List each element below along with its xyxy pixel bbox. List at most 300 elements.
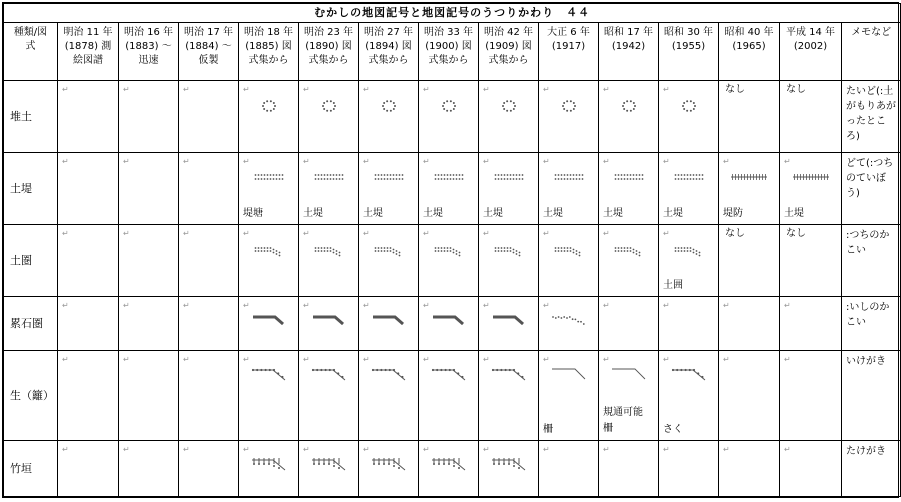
header-cell	[599, 23, 659, 81]
paragraph-mark: ↵	[663, 301, 670, 310]
paragraph-mark: ↵	[543, 355, 550, 364]
symbol-wrap	[419, 351, 478, 440]
memo-text: :いしのかこい	[846, 302, 890, 328]
header-text: 昭和 30 年	[663, 27, 714, 38]
symbol-cell	[539, 351, 599, 441]
paragraph-mark: ↵	[363, 355, 370, 364]
paragraph-mark: ↵	[183, 355, 190, 364]
symbol-cell	[299, 153, 359, 225]
symbol-cell	[659, 297, 719, 351]
symbol-cell	[539, 297, 599, 351]
map-symbol	[251, 367, 287, 383]
paragraph-mark: ↵	[483, 355, 490, 364]
symbol-wrap	[239, 81, 298, 152]
symbol-cell	[299, 351, 359, 441]
map-symbol	[314, 245, 344, 257]
paragraph-mark: ↵	[183, 85, 190, 94]
symbol-cell	[419, 225, 479, 297]
paragraph-mark: ↵	[483, 85, 490, 94]
symbol-caption: 堤塘	[243, 208, 263, 219]
map-symbol	[731, 173, 767, 181]
symbol-cell	[780, 153, 842, 225]
document-page	[2, 2, 899, 498]
paragraph-mark: ↵	[483, 301, 490, 310]
symbol-wrap	[299, 441, 358, 496]
map-symbol	[674, 173, 704, 181]
paragraph-mark: ↵	[603, 157, 610, 166]
paragraph-mark: ↵	[663, 445, 670, 454]
symbol-cell	[599, 441, 659, 497]
symbol-cell	[299, 297, 359, 351]
symbol-wrap	[359, 297, 418, 350]
paragraph-mark: ↵	[303, 355, 310, 364]
row-label: 堆土	[4, 81, 58, 153]
header-text: 昭和 17 年	[603, 27, 654, 38]
header-text: 式集から	[428, 55, 469, 66]
paragraph-mark: ↵	[183, 229, 190, 238]
paragraph-mark: ↵	[723, 301, 730, 310]
paragraph-mark: ↵	[423, 301, 430, 310]
paragraph-mark: ↵	[123, 355, 130, 364]
paragraph-mark: ↵	[62, 355, 69, 364]
paragraph-mark: ↵	[663, 355, 670, 364]
symbol-caption: 土堤	[483, 208, 503, 219]
symbol-cell	[119, 225, 179, 297]
map-symbol	[374, 173, 404, 181]
paragraph-mark: ↵	[123, 157, 130, 166]
paragraph-mark: ↵	[183, 301, 190, 310]
paragraph-mark: ↵	[723, 445, 730, 454]
paragraph-mark: ↵	[784, 355, 791, 364]
header-cell	[479, 23, 539, 81]
symbol-cell	[780, 81, 842, 153]
row-label: 生（籬）	[4, 351, 58, 441]
memo-text: いけがき	[846, 356, 886, 367]
symbol-cell	[239, 81, 299, 153]
symbol-cell	[419, 351, 479, 441]
table-row	[4, 441, 901, 497]
header-text: (1900) 図	[425, 41, 472, 52]
symbol-cell	[299, 81, 359, 153]
paragraph-mark: ↵	[483, 229, 490, 238]
map-symbol	[491, 367, 527, 383]
map-symbol	[261, 99, 277, 113]
symbol-wrap	[359, 351, 418, 440]
header-text: 式集から	[248, 55, 289, 66]
symbol-wrap	[239, 225, 298, 296]
symbol-cell	[659, 153, 719, 225]
paragraph-mark: ↵	[243, 85, 250, 94]
symbol-cell	[479, 153, 539, 225]
symbol-cell	[58, 225, 119, 297]
header-row	[4, 23, 901, 81]
map-symbol	[441, 99, 457, 113]
symbol-cell	[719, 81, 780, 153]
symbol-cell	[239, 225, 299, 297]
map-symbol	[434, 173, 464, 181]
paragraph-mark: ↵	[483, 157, 490, 166]
symbol-cell	[58, 297, 119, 351]
symbol-cell	[359, 81, 419, 153]
map-symbol	[621, 99, 637, 113]
header-text: 明治 16 年	[123, 27, 174, 38]
header-cell	[842, 23, 901, 81]
symbol-cell	[599, 351, 659, 441]
map-symbol	[551, 367, 587, 381]
header-cell	[299, 23, 359, 81]
symbol-cell	[359, 441, 419, 497]
symbol-wrap	[599, 225, 658, 296]
symbol-cell	[119, 441, 179, 497]
map-symbol	[251, 315, 287, 327]
symbol-caption: 土堤	[603, 208, 623, 219]
paragraph-mark: ↵	[62, 157, 69, 166]
symbol-cell	[539, 153, 599, 225]
header-cell	[659, 23, 719, 81]
paragraph-mark: ↵	[784, 445, 791, 454]
symbol-cell	[479, 351, 539, 441]
symbol-cell	[58, 153, 119, 225]
header-text: 明治 23 年	[303, 27, 354, 38]
symbol-cell	[239, 153, 299, 225]
none-label: なし	[786, 84, 806, 95]
symbol-wrap	[599, 81, 658, 152]
paragraph-mark: ↵	[183, 157, 190, 166]
symbol-cell	[539, 225, 599, 297]
header-text: 式集から	[488, 55, 529, 66]
paragraph-mark: ↵	[363, 301, 370, 310]
map-symbol	[431, 315, 467, 327]
row-label: 土圏	[4, 225, 58, 297]
symbol-cell	[659, 441, 719, 497]
symbol-caption: 土堤	[543, 208, 563, 219]
header-text: 式	[25, 41, 36, 52]
symbol-cell	[780, 351, 842, 441]
symbol-cell	[719, 225, 780, 297]
symbol-cell	[359, 297, 419, 351]
paragraph-mark: ↵	[543, 445, 550, 454]
memo-cell	[842, 225, 901, 297]
map-symbol	[431, 367, 467, 383]
symbol-cell	[599, 225, 659, 297]
paragraph-mark: ↵	[243, 445, 250, 454]
header-text: (1965)	[732, 41, 766, 52]
header-text: (1894) 図	[365, 41, 412, 52]
map-symbol	[311, 315, 347, 327]
header-text: 明治 27 年	[363, 27, 414, 38]
symbol-cell	[299, 441, 359, 497]
paragraph-mark: ↵	[183, 445, 190, 454]
symbol-caption: 土堤	[363, 208, 383, 219]
symbol-wrap	[299, 81, 358, 152]
table-title: むかしの地図記号と地図記号のうつりかわり ４４	[4, 4, 901, 23]
symbol-caption: 柵	[543, 424, 553, 435]
header-text: (1909) 図	[485, 41, 532, 52]
symbol-cell	[780, 441, 842, 497]
map-symbol	[611, 367, 647, 381]
paragraph-mark: ↵	[543, 301, 550, 310]
symbol-cell	[419, 153, 479, 225]
symbol-wrap	[419, 81, 478, 152]
symbol-cell	[119, 297, 179, 351]
map-symbol	[374, 245, 404, 257]
map-symbol	[674, 245, 704, 257]
symbol-caption: 土堤	[784, 208, 804, 219]
symbol-cell	[539, 441, 599, 497]
symbol-cell	[359, 225, 419, 297]
memo-cell	[842, 81, 901, 153]
symbol-cell	[359, 351, 419, 441]
symbol-cell	[119, 351, 179, 441]
symbol-cell	[58, 441, 119, 497]
header-cell	[58, 23, 119, 81]
map-symbol	[554, 245, 584, 257]
header-text: 明治 33 年	[423, 27, 474, 38]
symbol-cell	[119, 153, 179, 225]
header-text: 絵図譜	[73, 55, 103, 66]
symbol-cell	[239, 351, 299, 441]
symbol-cell	[599, 81, 659, 153]
map-symbol	[321, 99, 337, 113]
memo-cell	[842, 441, 901, 497]
symbol-caption: 土堤	[423, 208, 443, 219]
symbol-wrap	[479, 441, 538, 496]
paragraph-mark: ↵	[303, 229, 310, 238]
header-cell	[780, 23, 842, 81]
map-symbol	[561, 99, 577, 113]
symbol-wrap	[239, 297, 298, 350]
map-symbol	[551, 315, 587, 327]
table-row	[4, 297, 901, 351]
symbol-cell	[179, 441, 239, 497]
paragraph-mark: ↵	[363, 229, 370, 238]
symbol-cell	[780, 225, 842, 297]
symbol-wrap	[479, 81, 538, 152]
paragraph-mark: ↵	[663, 85, 670, 94]
memo-text: :つちのかこい	[846, 230, 890, 256]
map-symbol	[671, 367, 707, 383]
row-label: 累石圏	[4, 297, 58, 351]
paragraph-mark: ↵	[483, 445, 490, 454]
symbol-cell	[599, 153, 659, 225]
map-symbol	[371, 315, 407, 327]
symbol-cell	[479, 297, 539, 351]
header-text: (1890) 図	[305, 41, 352, 52]
header-text: 明治 42 年	[483, 27, 534, 38]
header-text: (2002)	[793, 41, 828, 52]
memo-cell	[842, 153, 901, 225]
symbol-cell	[179, 351, 239, 441]
paragraph-mark: ↵	[723, 355, 730, 364]
map-symbol	[494, 245, 524, 257]
symbol-caption: さく	[663, 424, 683, 435]
paragraph-mark: ↵	[62, 301, 69, 310]
symbol-cell	[719, 297, 780, 351]
symbol-cell	[419, 441, 479, 497]
symbol-caption: 土堤	[303, 208, 323, 219]
row-label: 土堤	[4, 153, 58, 225]
symbol-cell	[419, 297, 479, 351]
header-text: 平成 14 年	[785, 27, 836, 38]
paragraph-mark: ↵	[723, 157, 730, 166]
header-text: 昭和 40 年	[724, 27, 774, 38]
symbol-cell	[119, 81, 179, 153]
symbol-cell	[239, 297, 299, 351]
paragraph-mark: ↵	[123, 229, 130, 238]
map-symbol	[501, 99, 517, 113]
header-cell	[719, 23, 780, 81]
map-symbol	[681, 99, 697, 113]
header-text: 明治 17 年	[183, 27, 234, 38]
paragraph-mark: ↵	[62, 445, 69, 454]
symbol-cell	[659, 351, 719, 441]
paragraph-mark: ↵	[243, 157, 250, 166]
table-row	[4, 81, 901, 153]
table-row	[4, 225, 901, 297]
map-symbol	[434, 245, 464, 257]
symbol-cell	[359, 153, 419, 225]
symbol-cell	[299, 225, 359, 297]
header-text: 大正 6 年	[547, 27, 590, 38]
symbol-wrap	[299, 225, 358, 296]
header-cell	[539, 23, 599, 81]
symbol-wrap	[659, 81, 718, 152]
header-text: (1878) 測	[64, 41, 112, 52]
symbol-wrap	[419, 297, 478, 350]
header-cell	[179, 23, 239, 81]
paragraph-mark: ↵	[543, 229, 550, 238]
symbol-table	[3, 3, 901, 497]
paragraph-mark: ↵	[363, 157, 370, 166]
paragraph-mark: ↵	[603, 301, 610, 310]
symbol-caption: 規通可能柵	[603, 407, 643, 434]
none-label: なし	[786, 228, 806, 239]
paragraph-mark: ↵	[62, 85, 69, 94]
header-text: (1883) ～	[125, 41, 172, 52]
header-text: (1955)	[671, 41, 706, 52]
map-symbol	[793, 173, 829, 181]
memo-cell	[842, 297, 901, 351]
symbol-caption: 堤防	[723, 208, 743, 219]
symbol-wrap	[419, 441, 478, 496]
symbol-cell	[179, 225, 239, 297]
symbol-cell	[179, 153, 239, 225]
symbol-cell	[659, 81, 719, 153]
map-symbol	[371, 457, 407, 473]
paragraph-mark: ↵	[123, 445, 130, 454]
paragraph-mark: ↵	[603, 355, 610, 364]
header-text: 式集から	[368, 55, 409, 66]
map-symbol	[614, 245, 644, 257]
header-text: 式集から	[308, 55, 349, 66]
symbol-cell	[479, 441, 539, 497]
header-cell	[119, 23, 179, 81]
paragraph-mark: ↵	[423, 445, 430, 454]
symbol-cell	[659, 225, 719, 297]
symbol-cell	[539, 81, 599, 153]
header-cell	[359, 23, 419, 81]
memo-text: どて(:つちのていぼう)	[846, 158, 894, 199]
symbol-caption: 土堤	[663, 208, 683, 219]
table-row	[4, 351, 901, 441]
map-symbol	[311, 457, 347, 473]
header-text: (1942)	[611, 41, 646, 52]
symbol-cell	[58, 81, 119, 153]
paragraph-mark: ↵	[303, 157, 310, 166]
paragraph-mark: ↵	[543, 157, 550, 166]
header-text: (1917)	[551, 41, 586, 52]
header-text: (1884) ～	[185, 41, 232, 52]
map-symbol	[554, 173, 584, 181]
header-text: 明治 11 年	[63, 27, 113, 38]
symbol-cell	[419, 81, 479, 153]
symbol-wrap	[479, 225, 538, 296]
symbol-cell	[479, 225, 539, 297]
paragraph-mark: ↵	[423, 157, 430, 166]
symbol-wrap	[299, 351, 358, 440]
none-label: なし	[725, 228, 745, 239]
map-symbol	[254, 173, 284, 181]
header-text: 明治 18 年	[243, 27, 294, 38]
header-text: 仮製	[198, 55, 219, 66]
paragraph-mark: ↵	[123, 85, 130, 94]
symbol-cell	[599, 297, 659, 351]
symbol-cell	[239, 441, 299, 497]
symbol-wrap	[239, 351, 298, 440]
paragraph-mark: ↵	[543, 85, 550, 94]
paragraph-mark: ↵	[123, 301, 130, 310]
map-symbol	[311, 367, 347, 383]
paragraph-mark: ↵	[303, 85, 310, 94]
memo-text: たけがき	[846, 446, 886, 457]
map-symbol	[381, 99, 397, 113]
paragraph-mark: ↵	[62, 229, 69, 238]
paragraph-mark: ↵	[784, 157, 791, 166]
header-cell	[239, 23, 299, 81]
header-text: 迅速	[138, 55, 159, 66]
memo-cell	[842, 351, 901, 441]
symbol-wrap	[359, 225, 418, 296]
paragraph-mark: ↵	[363, 85, 370, 94]
symbol-cell	[719, 153, 780, 225]
paragraph-mark: ↵	[363, 445, 370, 454]
symbol-wrap	[419, 225, 478, 296]
symbol-cell	[58, 351, 119, 441]
memo-text: たいど(:土がもりあがったところ)	[846, 86, 896, 142]
paragraph-mark: ↵	[663, 157, 670, 166]
paragraph-mark: ↵	[303, 301, 310, 310]
row-label: 竹垣	[4, 441, 58, 497]
symbol-caption: 土囲	[663, 280, 683, 291]
symbol-cell	[719, 351, 780, 441]
header-text: (1885) 図	[245, 41, 292, 52]
paragraph-mark: ↵	[303, 445, 310, 454]
table-row	[4, 153, 901, 225]
header-text: 種類/図	[13, 27, 48, 38]
symbol-wrap	[239, 441, 298, 496]
map-symbol	[494, 173, 524, 181]
paragraph-mark: ↵	[243, 301, 250, 310]
paragraph-mark: ↵	[663, 229, 670, 238]
symbol-wrap	[479, 297, 538, 350]
header-cell	[4, 23, 58, 81]
symbol-cell	[179, 81, 239, 153]
map-symbol	[254, 245, 284, 257]
symbol-wrap	[299, 297, 358, 350]
paragraph-mark: ↵	[603, 85, 610, 94]
paragraph-mark: ↵	[603, 445, 610, 454]
header-cell	[419, 23, 479, 81]
